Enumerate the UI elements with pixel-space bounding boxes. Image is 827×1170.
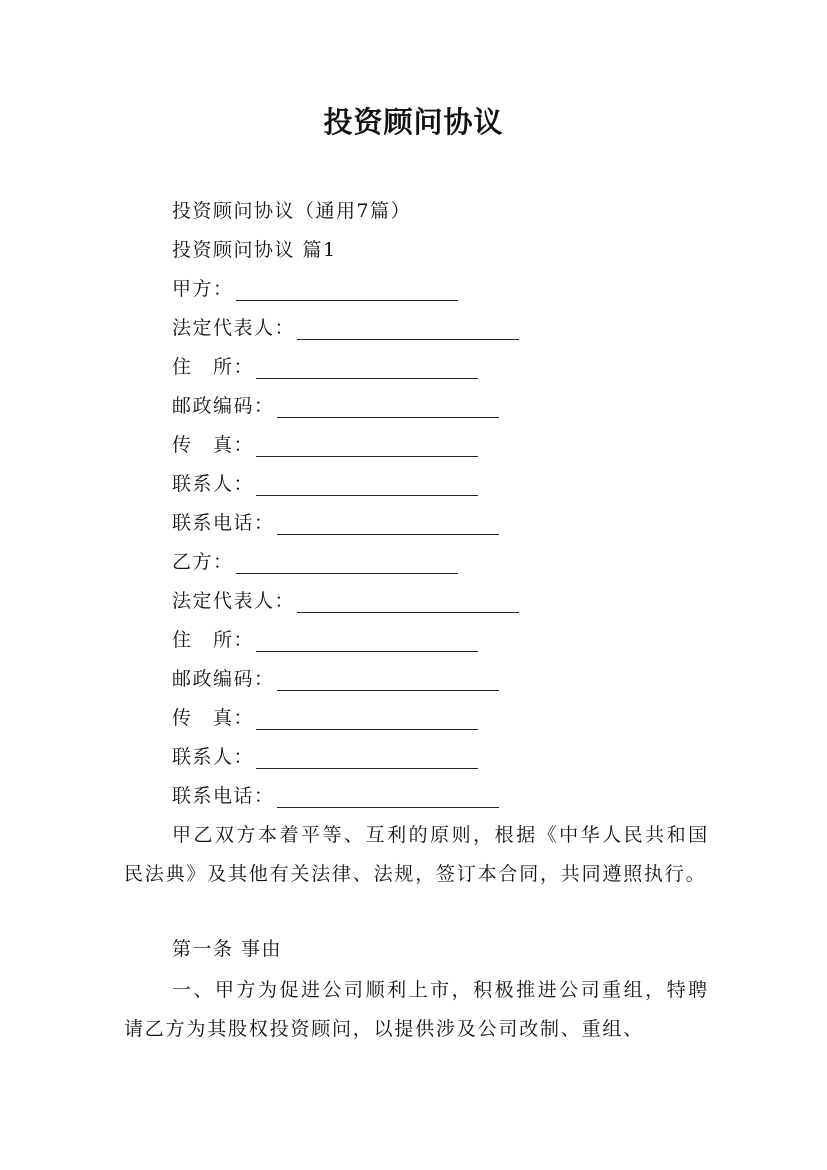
document-title: 投资顾问协议 [323,105,504,139]
party-a-phone-label: 联系电话： [172,512,275,534]
party-a-contact-label: 联系人： [172,473,255,495]
party-b-contact-blank [256,750,478,769]
party-b-contact-label: 联系人： [172,746,255,768]
party-b-phone-blank [277,789,499,808]
party-b-postal-label: 邮政编码： [172,668,275,690]
section-heading: 投资顾问协议 篇1 [172,239,337,261]
party-b-postal-blank [277,672,499,691]
party-a-phone-field [172,511,499,535]
party-a-phone-blank [277,516,499,535]
party-a-fax-blank [256,438,478,457]
party-a-postal-label: 邮政编码： [172,395,275,417]
party-b-fax-blank [256,711,478,730]
party-b-name-label: 乙方： [172,551,234,573]
article-1-heading: 第一条 事由 [172,938,283,960]
party-a-fax-field [172,433,478,457]
party-a-rep-blank [297,321,519,340]
article-1-paragraph: 一、甲方为促进公司顺利上市，积极推进公司重组，特聘请乙方为其股权投资顾问，以提供涉及公司改制、重组、 [124,979,709,1040]
party-b-rep-field [172,589,519,613]
party-b-postal-field [172,667,499,691]
party-b-fax-label: 传 真： [172,707,255,729]
party-b-name-blank [236,555,458,574]
party-b-name-field [172,550,458,574]
party-a-postal-field [172,394,499,418]
party-b-address-blank [256,633,478,652]
intro-paragraph: 甲乙双方本着平等、互利的原则，根据《中华人民共和国民法典》及其他有关法律、法规，签订本合同，共同遵照执行。 [124,824,709,885]
party-a-contact-blank [256,477,478,496]
party-b-phone-field [172,784,499,808]
party-a-contact-field [172,472,478,496]
party-b-address-label: 住 所： [172,629,255,651]
party-b-rep-label: 法定代表人： [172,590,296,612]
party-a-postal-blank [277,399,499,418]
party-b-address-field [172,628,478,652]
party-a-name-label: 甲方： [172,278,234,300]
party-b-fax-field [172,706,478,730]
party-a-address-field [172,355,478,379]
party-a-name-blank [236,282,458,301]
party-a-rep-field [172,316,519,340]
party-a-address-blank [256,360,478,379]
party-b-contact-field [172,745,478,769]
party-a-fax-label: 传 真： [172,434,255,456]
party-b-rep-blank [297,594,519,613]
party-b-phone-label: 联系电话： [172,785,275,807]
party-a-rep-label: 法定代表人： [172,317,296,339]
party-a-address-label: 住 所： [172,356,255,378]
party-a-name-field [172,277,458,301]
document-subtitle: 投资顾问协议（通用7篇） [172,200,412,222]
